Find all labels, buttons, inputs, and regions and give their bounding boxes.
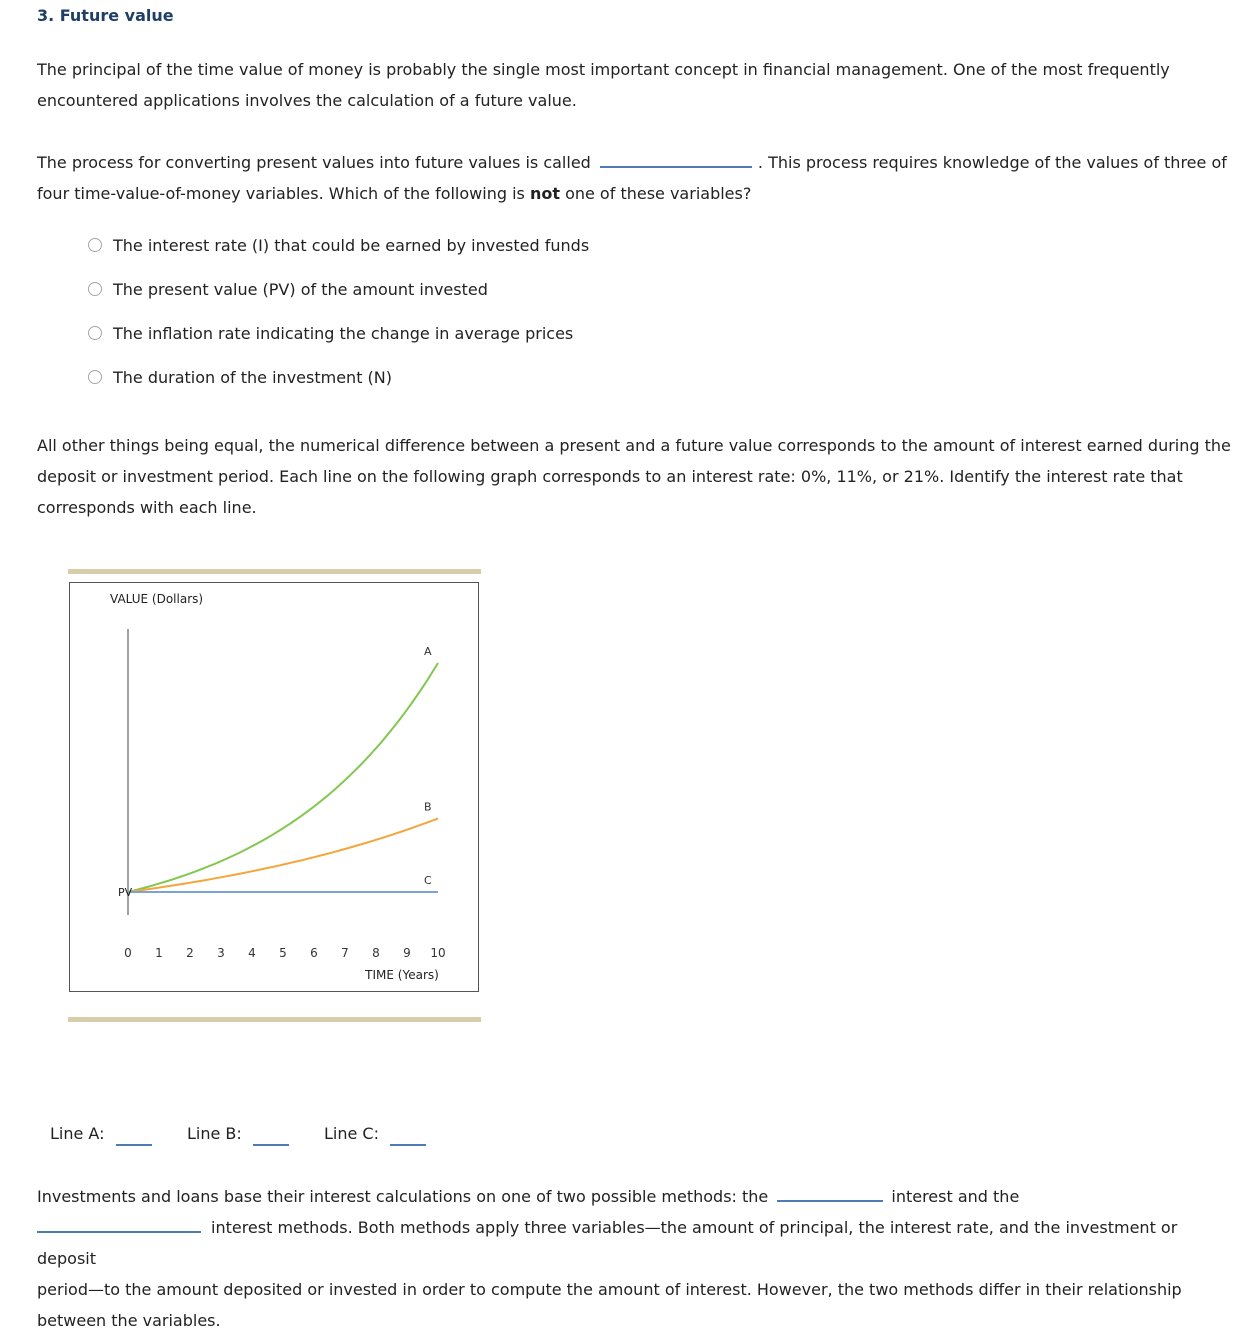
x-tick-label: 7 <box>341 946 349 960</box>
q1-text-part1: The process for converting present values into future values is called <box>37 153 591 172</box>
intro-paragraph <box>37 54 1227 116</box>
option-label: The interest rate (I) that could be earned by invested funds <box>113 235 590 255</box>
x-tick-label: 8 <box>372 946 380 960</box>
x-tick-label: 5 <box>279 946 287 960</box>
graph-intro-line-2: deposit or investment period. Each line on the following graph corresponds to an interest rate: 0%, 11%, or 21%. Identify the interest rate that <box>37 467 1183 486</box>
chart-bottom-divider <box>68 1017 481 1022</box>
option-interest-rate[interactable] <box>88 234 589 256</box>
graph-intro-paragraph <box>37 430 1237 523</box>
line-c-label: C <box>424 874 432 887</box>
option-label: The duration of the investment (N) <box>113 367 392 387</box>
option-label: The inflation rate indicating the change in average prices <box>113 323 574 343</box>
question-title: 3. Future value <box>37 6 174 25</box>
methods-part1: Investments and loans base their interest calculations on one of two possible methods: the <box>37 1187 769 1206</box>
intro-line-1: The principal of the time value of money is probably the single most important concept in financial management. One of the most frequently <box>37 60 1170 79</box>
y-axis-label: VALUE (Dollars) <box>110 592 204 606</box>
x-tick-label: 1 <box>155 946 163 960</box>
methods-line-3: period—to the amount deposited or invested in order to compute the amount of interest. However, the two methods differ in their relationship <box>37 1280 1182 1299</box>
line-b <box>128 819 438 893</box>
radio-button[interactable] <box>88 370 102 384</box>
option-duration[interactable] <box>88 366 392 388</box>
method-1-dropdown[interactable] <box>777 1182 883 1202</box>
q1-line2-bold: not <box>529 184 560 203</box>
graph-intro-line-3: corresponds with each line. <box>37 498 257 517</box>
methods-part2: interest and the <box>891 1187 1020 1206</box>
x-tick-label: 2 <box>186 946 194 960</box>
line-a-label: A <box>424 645 432 658</box>
x-tick-label: 0 <box>124 946 132 960</box>
method-2-dropdown[interactable] <box>37 1213 201 1233</box>
x-tick-label: 6 <box>310 946 318 960</box>
line-c-label: Line C: <box>324 1124 379 1143</box>
line-a-dropdown[interactable] <box>116 1142 152 1146</box>
pv-label: PV <box>118 886 133 899</box>
intro-line-2: encountered applications involves the calculation of a future value. <box>37 91 577 110</box>
x-tick-label: 10 <box>430 946 446 960</box>
q1-line2-post: one of these variables? <box>559 184 752 203</box>
radio-button[interactable] <box>88 282 102 296</box>
x-tick-label: 9 <box>403 946 411 960</box>
option-label: The present value (PV) of the amount invested <box>113 279 488 299</box>
line-b-dropdown[interactable] <box>253 1142 289 1146</box>
line-b-label: Line B: <box>187 1124 242 1143</box>
line-a-label: Line A: <box>50 1124 105 1143</box>
q1-text-part2: . This process requires knowledge of the values of three of <box>757 153 1227 172</box>
line-b-label: B <box>424 800 432 814</box>
option-present-value[interactable] <box>88 278 488 300</box>
option-inflation-rate[interactable] <box>88 322 573 344</box>
line-c-dropdown[interactable] <box>390 1142 426 1146</box>
question-1-paragraph <box>37 147 1227 209</box>
future-value-chart <box>69 582 479 992</box>
process-name-dropdown[interactable] <box>600 148 752 168</box>
chart-svg <box>70 583 478 991</box>
x-axis-label: TIME (Years) <box>365 968 439 982</box>
x-tick-label: 3 <box>217 946 225 960</box>
line-a <box>128 663 438 892</box>
radio-button[interactable] <box>88 238 102 252</box>
methods-line-4: between the variables. <box>37 1311 221 1330</box>
graph-intro-line-1: All other things being equal, the numerical difference between a present and a future value corresponds to the amount of interest earned during the <box>37 436 1231 455</box>
x-tick-label: 4 <box>248 946 256 960</box>
methods-paragraph <box>37 1181 1237 1336</box>
methods-part3: interest methods. Both methods apply three variables—the amount of principal, the interest rate, and the investment or deposit <box>37 1218 1178 1268</box>
q1-line2-pre: four time-value-of-money variables. Which of the following is <box>37 184 530 203</box>
chart-top-divider <box>68 569 481 574</box>
radio-button[interactable] <box>88 326 102 340</box>
